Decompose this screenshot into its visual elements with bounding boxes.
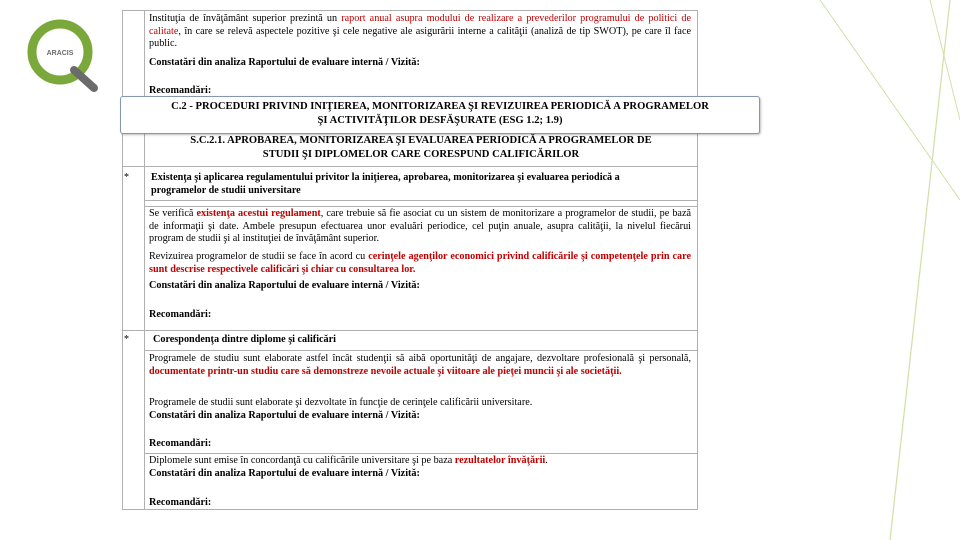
banner-line-1: C.2 - PROCEDURI PRIVIND INIŢIEREA, MONITORIZAREA ŞI REVIZUIREA PERIODICĂ A PROGRAMELOR [171, 101, 709, 112]
item1-marker: * [124, 172, 129, 183]
item1-paragraph-a: Se verifică existenţa acestui regulament, care trebuie să fie asociat cu un sistem de monitorizare a programelor de studii, pe bază de informaţii şi date. Ambele presupun efectuarea unor evaluări periodice, cel puţin anuale, asupra calităţii, la nivelul fiecărui program de studii şi al instituţiei de învăţământ superior. [149, 208, 691, 245]
item2-title: Corespondenţa dintre diplome şi calificări [153, 334, 336, 345]
item2-findings: Constatări din analiza Raportului de evaluare internă / Vizită: [149, 410, 420, 421]
item2-paragraph-a: Programele de studiu sunt elaborate astfel încât studenţii să aibă oportunităţi de angajare, dezvoltare profesională şi personală, documentate printr-un studiu care să demonstreze nevoile actuale şi viitoare ale pieţei muncii şi ale societăţii. [149, 353, 691, 377]
item1-findings: Constatări din analiza Raportului de evaluare internă / Vizită: [149, 280, 420, 291]
item2-recommendations-2: Recomandări: [149, 497, 212, 508]
aracis-logo [24, 14, 104, 94]
item2-paragraph-c: Diplomele sunt emise în concordanţă cu calificările universitare şi pe baza rezultatelor învăţării. [149, 455, 548, 466]
item2-marker: * [124, 334, 129, 345]
block1-paragraph: Instituţia de învăţământ superior prezintă un raport anual asupra modului de realizare a prevederilor programului de politici de calitate, în care se relevă aspectele pozitive şi cele negative ale asigurării interne a calităţii (analiză de tip SWOT), pe care îl face public. [149, 13, 691, 50]
table-gutter [122, 10, 145, 510]
subheading-line-2: STUDII ŞI DIPLOMELOR CARE CORESPUND CALIFICĂRILOR [262, 149, 580, 160]
subheading-line-1: S.C.2.1. APROBAREA, MONITORIZAREA ŞI EVALUAREA PERIODICĂ A PROGRAMELOR DE [190, 135, 652, 146]
item2-findings-2: Constatări din analiza Raportului de evaluare internă / Vizită: [149, 468, 420, 479]
subsection-heading [144, 134, 698, 162]
section-banner [120, 96, 760, 134]
item2-recommendations: Recomandări: [149, 438, 212, 449]
item1-recommendations: Recomandări: [149, 309, 212, 320]
divider [144, 206, 698, 207]
divider [144, 453, 698, 454]
item1-title: Existenţa şi aplicarea regulamentului privitor la iniţierea, aprobarea, monitorizarea şi evaluarea periodică a programelor de studii universitare [151, 172, 620, 196]
divider [122, 166, 698, 167]
divider [144, 350, 698, 351]
divider [122, 330, 698, 331]
item2-paragraph-b: Programele de studii sunt elaborate şi dezvoltate în funcţie de cerinţele calificării universitare. [149, 397, 533, 408]
banner-line-2: ŞI ACTIVITĂŢILOR DESFĂŞURATE (ESG 1.2; 1.9) [317, 115, 563, 126]
block1-recommendations: Recomandări: [149, 85, 212, 96]
decorative-lines [660, 0, 960, 540]
item1-paragraph-b: Revizuirea programelor de studii se face în acord cu cerinţele agenţilor economici privind calificările şi competenţele prin care sunt descrise respectivele calificări şi chiar cu consultarea lor. [149, 251, 692, 275]
divider [144, 200, 698, 201]
block1-findings: Constatări din analiza Raportului de evaluare internă / Vizită: [149, 57, 420, 68]
logo-text: ARACIS [46, 50, 74, 57]
